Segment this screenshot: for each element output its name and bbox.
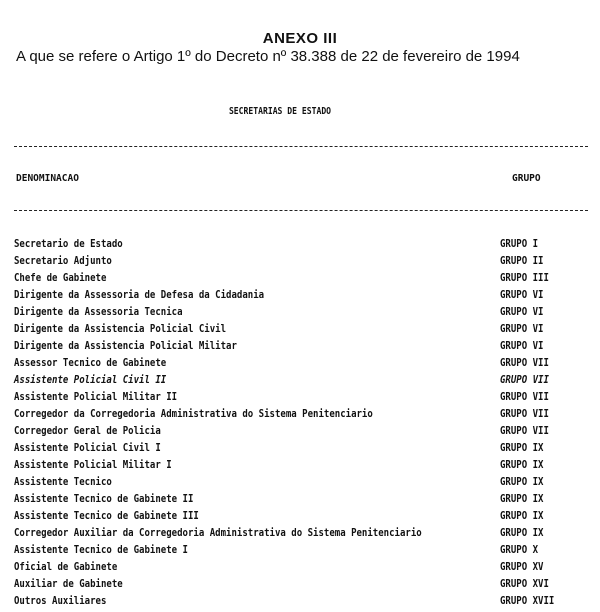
row-name: Oficial de Gabinete bbox=[14, 561, 118, 573]
row-name: Corregedor da Corregedoria Administrativa do Sistema Penitenciario bbox=[14, 408, 373, 420]
row-name: Auxiliar de Gabinete bbox=[14, 578, 123, 590]
row-name: Chefe de Gabinete bbox=[14, 272, 107, 284]
table-row bbox=[10, 527, 590, 544]
row-group: GRUPO XVII bbox=[500, 595, 555, 607]
section-title: SECRETARIAS DE ESTADO bbox=[228, 106, 332, 117]
row-name: Assistente Tecnico de Gabinete III bbox=[14, 510, 199, 522]
table-row bbox=[10, 595, 590, 612]
row-name: Assistente Policial Civil II bbox=[14, 374, 167, 386]
table-row bbox=[10, 323, 590, 340]
row-group: GRUPO I bbox=[500, 238, 539, 250]
row-group: GRUPO VI bbox=[500, 323, 544, 335]
table-row bbox=[10, 357, 590, 374]
row-group: GRUPO VI bbox=[500, 289, 544, 301]
table-row bbox=[10, 476, 590, 493]
row-name: Assistente Tecnico bbox=[14, 476, 112, 488]
table-row bbox=[10, 459, 590, 476]
row-name: Assistente Policial Civil I bbox=[14, 442, 161, 454]
table-row bbox=[10, 340, 590, 357]
row-group: GRUPO IX bbox=[500, 493, 544, 505]
row-name: Assessor Tecnico de Gabinete bbox=[14, 357, 167, 369]
table-row bbox=[10, 425, 590, 442]
document-subtitle: A que se refere o Artigo 1º do Decreto nº 38.388 de 22 de fevereiro de 1994 bbox=[16, 48, 520, 65]
column-header-group: GRUPO bbox=[512, 173, 541, 184]
row-name: Secretario de Estado bbox=[14, 238, 123, 250]
table-row bbox=[10, 374, 590, 391]
row-name: Outros Auxiliares bbox=[14, 595, 107, 607]
row-name: Dirigente da Assessoria Tecnica bbox=[14, 306, 183, 318]
row-group: GRUPO VI bbox=[500, 306, 544, 318]
row-group: GRUPO IX bbox=[500, 527, 544, 539]
row-group: GRUPO X bbox=[500, 544, 539, 556]
table-row bbox=[10, 289, 590, 306]
row-group: GRUPO VI bbox=[500, 340, 544, 352]
row-name: Assistente Policial Militar II bbox=[14, 391, 178, 403]
row-group: GRUPO VII bbox=[500, 357, 549, 369]
table-row bbox=[10, 493, 590, 510]
row-group: GRUPO II bbox=[500, 255, 544, 267]
table-row bbox=[10, 306, 590, 323]
document-title: ANEXO III bbox=[262, 30, 338, 47]
table-row bbox=[10, 408, 590, 425]
row-group: GRUPO XVI bbox=[500, 578, 549, 590]
table-row bbox=[10, 272, 590, 289]
table-row bbox=[10, 391, 590, 408]
dashed-divider-bottom bbox=[14, 210, 588, 211]
row-name: Assistente Policial Militar I bbox=[14, 459, 172, 471]
row-name: Dirigente da Assistencia Policial Militar bbox=[14, 340, 237, 352]
table-row bbox=[10, 510, 590, 527]
row-name: Dirigente da Assessoria de Defesa da Cidadania bbox=[14, 289, 265, 301]
table-row bbox=[10, 255, 590, 272]
row-group: GRUPO IX bbox=[500, 459, 544, 471]
table-row bbox=[10, 544, 590, 561]
row-group: GRUPO IX bbox=[500, 510, 544, 522]
row-group: GRUPO VII bbox=[500, 391, 549, 403]
row-name: Assistente Tecnico de Gabinete II bbox=[14, 493, 194, 505]
row-group: GRUPO VII bbox=[500, 408, 549, 420]
row-group: GRUPO VII bbox=[500, 374, 549, 386]
positions-table bbox=[10, 238, 590, 612]
table-row bbox=[10, 238, 590, 255]
row-group: GRUPO VII bbox=[500, 425, 549, 437]
row-group: GRUPO IX bbox=[500, 476, 544, 488]
row-name: Assistente Tecnico de Gabinete I bbox=[14, 544, 188, 556]
table-row bbox=[10, 442, 590, 459]
row-name: Secretario Adjunto bbox=[14, 255, 112, 267]
row-name: Dirigente da Assistencia Policial Civil bbox=[14, 323, 227, 335]
table-row bbox=[10, 578, 590, 595]
row-group: GRUPO IX bbox=[500, 442, 544, 454]
row-group: GRUPO XV bbox=[500, 561, 544, 573]
row-group: GRUPO III bbox=[500, 272, 549, 284]
row-name: Corregedor Geral de Policia bbox=[14, 425, 161, 437]
row-name: Corregedor Auxiliar da Corregedoria Administrativa do Sistema Penitenciario bbox=[14, 527, 422, 539]
table-row bbox=[10, 561, 590, 578]
dashed-divider-top bbox=[14, 146, 588, 147]
column-header-name: DENOMINACAO bbox=[16, 173, 79, 184]
